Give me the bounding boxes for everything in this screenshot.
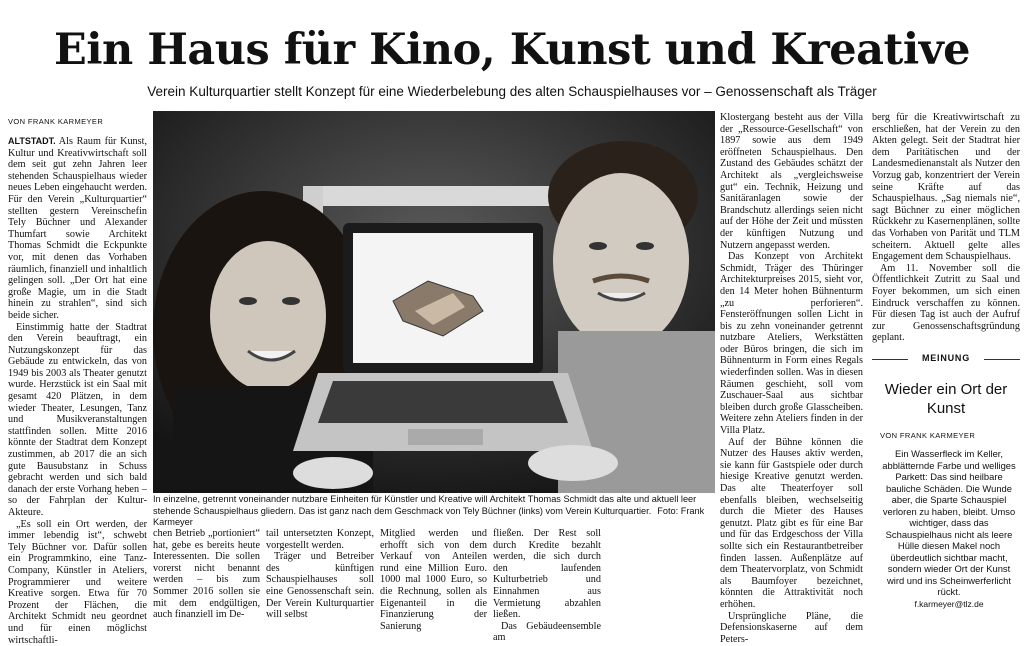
headline: Ein Haus für Kino, Kunst und Kreative <box>53 25 971 75</box>
caption-text: In einzelne, getrennt voneinander nutzbare Einheiten für Künstler und Kreative will Architekt Thomas Schmidt das alte und aktuell leer stehende Schauspielhaus gliedern. Das ist ganz nach dem Geschmack von Tely Büchner (links) vom Verein Kulturquartier. <box>153 494 697 516</box>
byline: VON FRANK KARMEYER <box>8 117 104 126</box>
col2-text: chen Betrieb „portioniert“ hat, gebe es bereits heute Interessenten. Die sollen vorerst nicht benannt werden – bis zum Sommer 2016 sollen sie mit dem endgültigen, auch finanziell im De- <box>153 528 260 621</box>
comment-text <box>878 448 1020 610</box>
col6-text: Klostergang besteht aus der Villa der „Ressource-Gesellschaft“ von 1897 sowie aus dem 1949 eröffneten Schauspielhaus. Den Zustand des Gebäudes schätzt der Architekt als „vergleichsweise gut“ ein. Technik, Heizung und Sanitäranlagen sowie der Brandschutz allerdings seien nicht auf der Höhe der Zeit und müssten der künftigen Nutzung und Nutzern angepasst werden. <box>720 112 863 251</box>
col6-paragraph-4: Ursprüngliche Pläne, die Defensionskaserne auf dem Peters- <box>720 610 863 645</box>
column-4 <box>380 528 487 632</box>
col7-text: berg für die Kreativwirtschaft zu erschließen, hat der Verein zu den Akten gelegt. Seit der Stadtrat hier dem Paritätischen und der Landesmedienanstalt als Nutzer den Vorzug gab, konzentriert der Verein seine Kräfte auf das Schauspielhaus. „Sag niemals nie“, sagt Büchner zu einer möglichen Rückkehr zu Kasernenplänen, sollte das Vorhaben von Parität und TLM scheitern. Aktuell gelte alles Engagement dem Schauspielhaus. <box>872 112 1020 263</box>
photo-illustration <box>153 111 715 493</box>
subheadline: Verein Kulturquartier stellt Konzept für eine Wiederbelebung des alten Schauspielhauses vor – Genossenschaft als Träger <box>147 84 877 99</box>
photo-credit: Foto: Frank Karmeyer <box>153 505 705 527</box>
place-name: ALTSTADT. <box>8 136 56 146</box>
col1-paragraph-2: Einstimmig hatte der Stadtrat den Verein beauftragt, ein Nutzungskonzept für das Gebäude zu entwickeln, das von 1949 bis 2003 als Theater genutzt wurde. Herzstück ist ein Saal mit gesamt 420 Plätzen, in dem wieder Theater, Lesungen, Tanz und Musikveranstaltungen stattfinden sollen. Mitte 2016 könnte der Stadtrat dem Konzept zustimmen, ab 2017 die an sich gute Bausubstanz in Schuss gebracht werden und sich bald danach der erste Vorhang heben – so der Fahrplan der Kultur-Akteure. <box>8 321 147 518</box>
column-7 <box>872 112 1020 347</box>
article-photo <box>153 111 715 493</box>
column-3 <box>266 528 374 621</box>
column-5 <box>493 528 601 644</box>
comment-section-label: MEINUNG <box>921 353 971 363</box>
col1-text: Als Raum für Kunst, Kultur und Kreativwirtschaft soll dem seit gut zehn Jahren leer stehenden Schauspielhaus wieder neues Leben eingehaucht werden. Für den Verein „Kulturquartier“ stellten gestern Vereinschefin Tely Büchner und Alexander Thumfart sowie Architekt Thomas Schmidt die Eckpunkte vor, mit denen das Vorhaben räumlich, finanziell und inhaltlich gelingen soll. „Der Ort hat eine große Magie, um in die Stadt hinein zu strahlen“, sind sich beide sicher. <box>8 136 147 321</box>
column-1 <box>8 136 147 646</box>
col6-paragraph-2: Das Konzept von Architekt Schmidt, Träger des Thüringer Architekturpreises 2015, sieht vor, den 14 Meter hohen Bühnenturm „zu perforieren“. Fensteröffnungen sollen Licht in bis zu zehn voneinander getrennt nutzbare Ateliers, Werkstätten oder Büros bringen, die sich im Bühnenturm in Form eines Regals wiederfinden sollen. Was in diesen Räumen geschieht, soll vom Zuschauer-Saal aus sichtbar bleiben durch große Glasscheiben. Weitere zehn Ateliers finden in der Villa Platz. <box>720 251 863 437</box>
col3-paragraph-2: Träger und Betreiber des künftigen Schauspielhauses soll eine Genossenschaft sein. Der Verein Kulturquartier will selbst <box>266 551 374 621</box>
col5-text: fließen. Der Rest soll durch Kredite bezahlt werden, die sich durch den laufenden Kulturbetrieb und Einnahmen aus Vermietung abzahlen ließen. <box>493 528 601 621</box>
comment-byline: VON FRANK KARMEYER <box>880 431 976 440</box>
col1-paragraph-3: „Es soll ein Ort werden, der immer lebendig ist“, schwebt Tely Büchner vor. Dafür sollen ein Programmkino, eine Tanz-Company, Künstler in Ateliers, Programmierer und weitere Kreative sorgen. Etwa für 70 Prozent der Flächen, die Architekt Schmidt neu geordnet und für einen möglichst wirtschaftli- <box>8 518 147 646</box>
column-6 <box>720 112 863 645</box>
col7-paragraph-2: Am 11. November soll die Öffentlichkeit Zutritt zu Saal und Foyer bekommen, um sich einen Eindruck verschaffen zu können. Für diesen Tag ist auch der Aufruf zur Genossenschaftsgründung geplant. <box>872 262 1020 344</box>
column-2 <box>153 528 260 621</box>
comment-title: Wieder ein Ort der Kunst <box>884 381 1008 417</box>
photo-caption <box>153 494 715 529</box>
col6-paragraph-3: Auf der Bühne können die Nutzer des Hauses aktiv werden, sie kann für Gastspiele oder durch hiesige Kreative genutzt werden. Das alte Theaterfoyer soll ebenfalls bleiben, wechselseitig durch die Mieter des Hauses genutzt. Platz gibt es für eine Bar und für das Erdgeschoss der Villa sollte sich ein Restaurantbetreiber finden lassen. Außenplätze auf dem Theatervorplatz, von Schmidt als Baumfoyer bezeichnet, könnten die Attraktivität noch erhöhen. <box>720 436 863 610</box>
col5-paragraph-2: Das Gebäudeensemble am <box>493 620 601 644</box>
comment-section-header <box>872 353 1020 367</box>
col3-text: tail untersetzten Konzept, vorgestellt werden. <box>266 528 374 551</box>
comment-body: Ein Wasserfleck im Keller, abblätternde Farbe und welliges Parkett: Das sind heilbare bauliche Schäden. Die Wunde aber, die Sparte Schauspiel verloren zu haben, bleibt. Umso wichtiger, dass das Schauspielhaus nicht als leere Hülle diesen Makel noch überdeutlich sichtbar macht, sondern wieder Ort der Kunst wird und ins Scheinwerferlicht rückt. <box>882 448 1016 597</box>
comment-email: f.karmeyer@tlz.de <box>914 598 984 609</box>
col4-text: Mitglied werden und erhofft sich von dem Verkauf von Anteilen rund eine Million Euro. 1000 mal 1000 Euro, so die Rechnung, sollen als Eigenanteil in die Finanzierung der Sanierung <box>380 528 487 632</box>
